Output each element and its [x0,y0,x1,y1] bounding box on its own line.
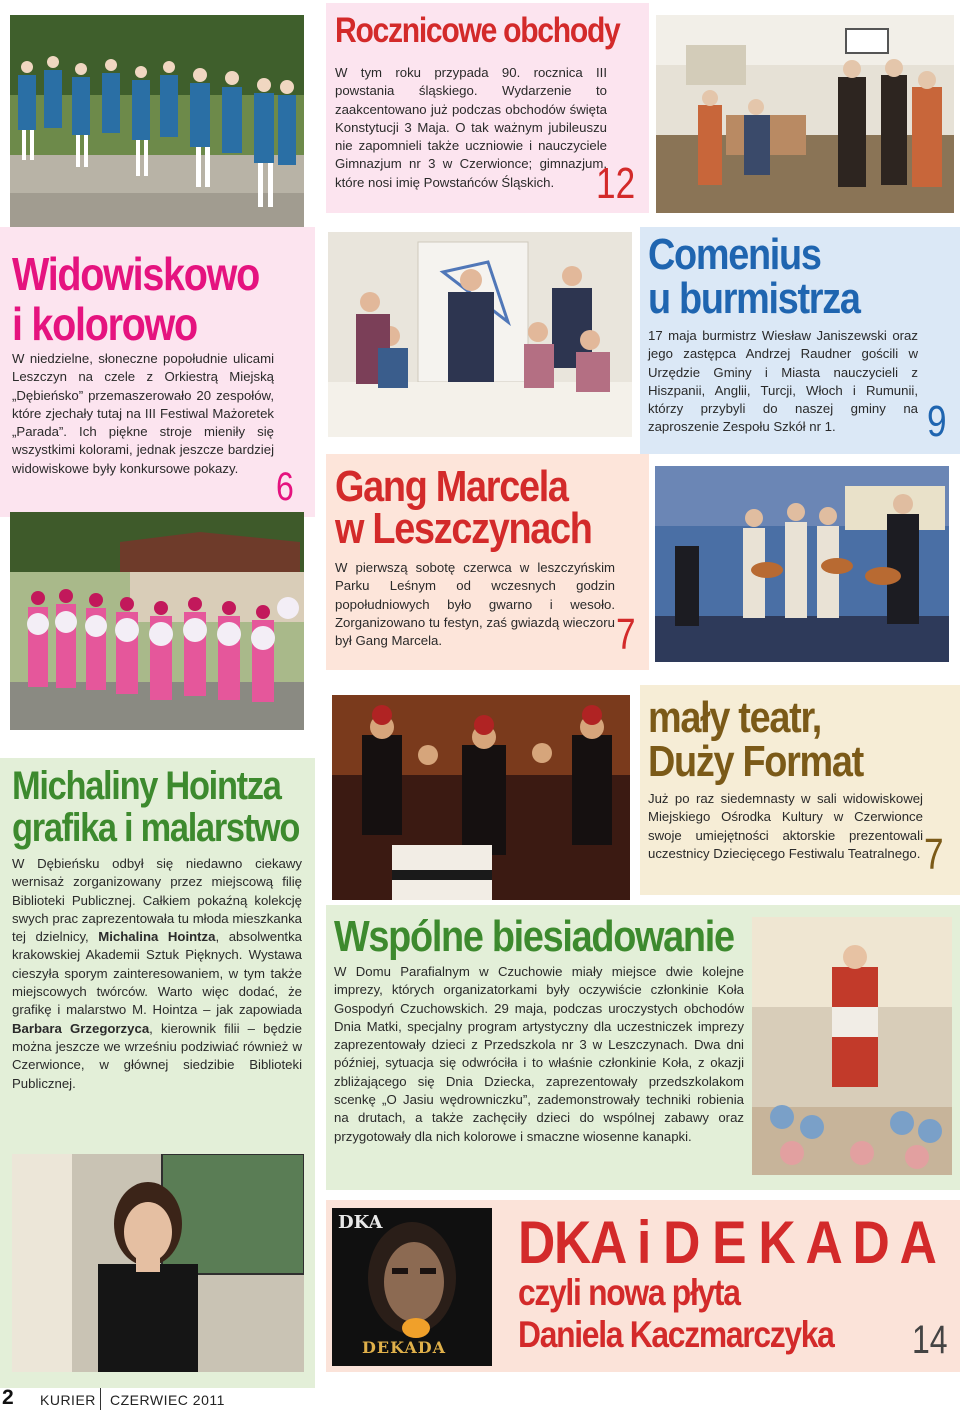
michaliny-artist-name: Michalina Hointza [98,929,216,945]
teatr-title-line2: Duży Format [648,737,863,786]
comenius-page-ref: 9 [927,397,947,446]
teatr-title-line1: mały teatr, [648,693,822,742]
rocznicowe-title: Rocznicowe obchody [335,11,620,50]
michaliny-body: W Dębieńsku odbył się niedawno ciekawy wernisaż zorganizowany przez miejscową filię Biblioteki Publicznej. Całkiem pokaźną kolekcję swych prac zaprezentowała tu młoda mieszkanka tej dzielnicy, Michalina Hointza, absolwentka krakowskiej Akademii Sztuk Pięknych. Wystawa cieszyła sporym zainteresowaniem, w tym także miejscowych twórców. Warto więc dodać, że grafikę i malarstwo M. Hointza – jak zapowiada Barbara Grzegorzyca, kierownik filii – będzie można jeszcze we wrześniu podziwiać również w Czerwionce, w głównej siedzibie Biblioteki Publicznej. [12,856,303,1091]
widowiskowo-article [0,227,315,517]
gang-article [326,454,649,670]
gang-page-ref: 7 [616,610,636,659]
dka-page-ref: 14 [912,1318,948,1362]
teatr-body: Już po raz siedemnasty w sali widowiskowej Miejskiego Ośrodka Kultury w Czerwionce swoje umiejętności aktorskie prezentowali uczestnicy Dziecięcego Festiwalu Teatralnego. [648,791,923,861]
comenius-title-line1: Comenius [648,230,821,279]
footer-divider [100,1388,101,1410]
widowiskowo-page-ref: 6 [276,465,294,509]
rocznicowe-page-ref: 12 [596,159,636,208]
michaliny-manager-name: Barbara Grzegorzyca [12,1020,150,1036]
page-number: 2 [2,1386,14,1409]
children-theater-photo [332,695,630,900]
michaliny-title-line2: grafika i malarstwo [12,806,300,850]
teatr-page-ref: 7 [924,830,944,879]
dka-article [326,1200,960,1372]
artist-portrait-photo [12,1154,304,1372]
wspolne-body: W Domu Parafialnym w Czuchowie miały miejsce dwie kolejne imprezy, których organizatorkami były oczywiście członkinie Koła Gospodyń Czuchowskich. 29 maja, podczas uroczystych obchodów Dnia Matki, specjalny program artystyczny dla uczestniczek imprezy zaprezentowały dzieci z Przedszkola nr 3 w Leszczynach. Dwa dni później, sytuacja się odwróciła i to właśnie członkinie Koła, z okazji zbliżającego się Dnia Dziecka, zaprezentowały przedszkolakom scenkę „O Jasiu wędrowniczku”, zademonstrowały techniki robienia na drutach, a także zachęciły dzieci do wspólnej zabawy oraz przygotowały dla nich kolorowe i smaczne wiosenne kanapki. [334,964,744,1144]
pink-majorettes-photo [10,512,304,730]
wspolne-title: Wspólne biesiadowanie [334,912,734,961]
album-cover-title-bottom: DEKADA [362,1338,447,1357]
gang-title-line1: Gang Marcela [335,462,568,511]
rocznicowe-body: W tym roku przypada 90. rocznica III powstania śląskiego. Wydarzenie to zaakcentowano już podczas obchodów święta Konstytucji 3 Maja. O tak ważnym jubileuszu nie zapomnieli także uczniowie i nauczyciele Gimnazjum nr 3 w Czerwionce; gimnazjum, które nosi imię Powstańców Śląskich. [335,65,607,190]
album-cover-photo [332,1208,492,1366]
michaliny-article [0,758,315,1388]
majorettes-parade-photo [10,15,304,227]
widowiskowo-title-line2: i kolorowo [12,298,197,350]
concert-stage-photo [655,466,949,662]
dka-title: DKA i D E K A D A [518,1209,936,1276]
michaliny-title-line1: Michaliny Hointza [12,764,281,808]
widowiskowo-body: W niedzielne, słoneczne popołudnie ulicami Leszczyn na czele z Orkiestrą Miejską „Dębieńsko” przemaszerowało 20 zespołów, które zjechały tutaj na III Festiwal Mażoretek „Parada”. Ich piękne stroje mieniły się wszystkimi kolorami, jednak jeszcze bardziej widowiskowe były konkursowe pokazy. [12,351,274,476]
album-cover-title-top: DKA [338,1212,383,1233]
issue-date: CZERWIEC 2011 [110,1392,225,1408]
school-anniversary-photo [656,15,954,213]
teatr-article [640,685,960,895]
widowiskowo-title-line1: Widowiskowo [12,248,259,300]
gang-body: W pierwszą sobotę czerwca w leszczyńskim Parku Leśnym od wczesnych godzin popołudniowych było gwarno i wesoło. Zorganizowano tu festyn, zaś gwiazdą wieczoru był Gang Marcela. [335,560,615,649]
comenius-title-line2: u burmistrza [648,274,860,323]
dka-subtitle-line2: Daniela Kaczmarczyka [518,1314,834,1355]
comenius-article [640,227,960,454]
publication-name: KURIER [40,1392,96,1408]
page-footer [0,1386,960,1412]
comenius-body: 17 maja burmistrz Wiesław Janiszewski oraz jego zastępca Andrzej Raudner gościli w Urzędzie Gminy i Miasta nauczycieli z Hiszpanii, Anglii, Turcji, Włoch i Rumunii, którzy przybyli do naszej gminy na zaproszenie Zespołu Szkół nr 1. [648,328,918,435]
wspolne-article [326,905,960,1190]
gang-title-line2: w Leszczynach [335,504,592,553]
biesiadowanie-photo [752,917,952,1175]
dka-subtitle-line1: czyli nowa płyta [518,1272,740,1313]
rocznicowe-article [326,3,649,213]
comenius-meeting-photo [328,232,632,437]
